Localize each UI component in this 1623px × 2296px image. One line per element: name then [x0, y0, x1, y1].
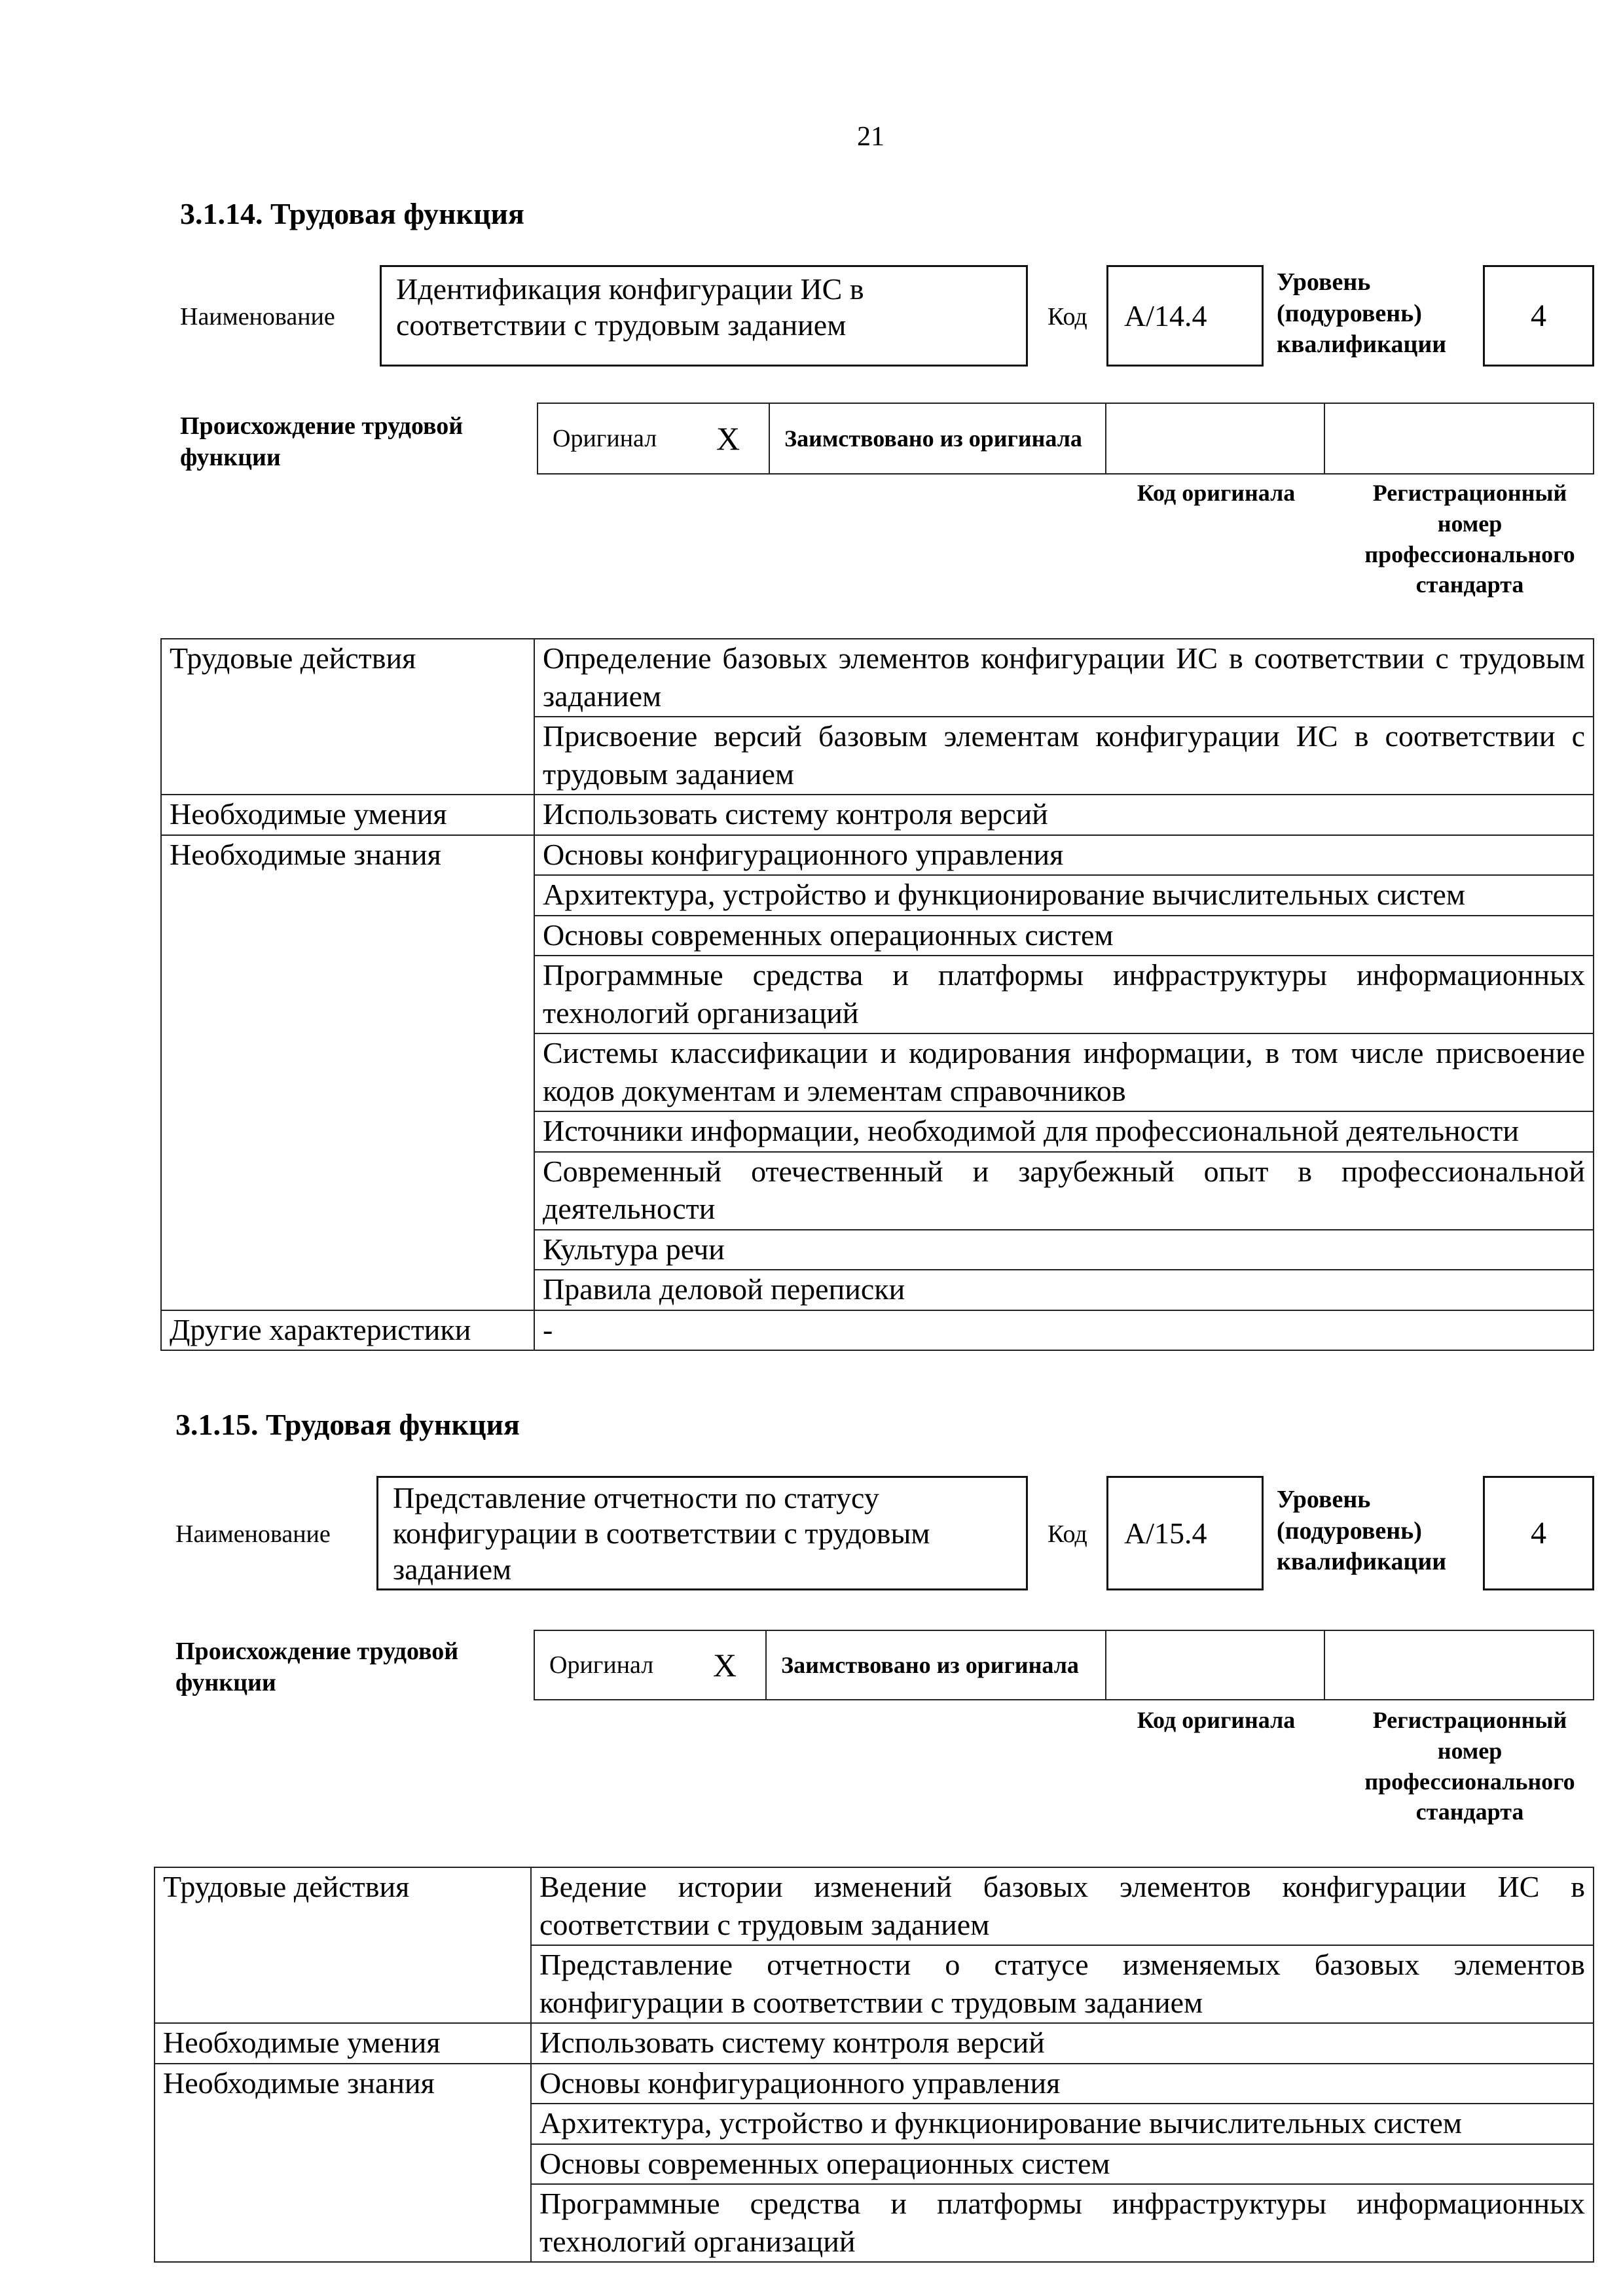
orig-code-cell — [1106, 1631, 1325, 1699]
knowledge-header: Необходимые знания — [161, 835, 534, 1310]
knowledge-item: Культура речи — [534, 1230, 1594, 1270]
knowledge-header: Необходимые знания — [155, 2064, 531, 2263]
labor-actions-header: Трудовые действия — [155, 1867, 531, 2023]
skills-header: Необходимые умения — [161, 795, 534, 835]
section-title-3-1-15: 3.1.15. Трудовая функция — [175, 1408, 520, 1441]
skills-header: Необходимые умения — [155, 2023, 531, 2064]
knowledge-item: Современный отечественный и зарубежный опыт в профессиональной деятельности — [534, 1152, 1594, 1230]
section-title-3-1-14: 3.1.14. Трудовая функция — [180, 197, 524, 230]
original-cell — [538, 404, 770, 473]
knowledge-item: Программные средства и платформы инфраструктуры информационных технологий организаций — [531, 2184, 1594, 2262]
knowledge-item: Правила деловой переписки — [534, 1270, 1594, 1310]
reg-number-caption: Регистрационный номер профессионального стандарта — [1364, 1707, 1575, 1825]
code-label: Код — [1048, 1520, 1087, 1548]
orig-code-caption: Код оригинала — [1137, 480, 1296, 506]
reg-number-cell — [1325, 1631, 1593, 1699]
labor-action-item: Ведение истории изменений базовых элементов конфигурации ИС в соответствии с трудовым заданием — [531, 1867, 1594, 1945]
knowledge-item: Архитектура, устройство и функционирование вычислительных систем — [534, 875, 1594, 916]
knowledge-item: Источники информации, необходимой для профессиональной деятельности — [534, 1111, 1594, 1152]
reg-number-caption: Регистрационный номер профессионального стандарта — [1364, 480, 1575, 598]
borrowed-cell: Заимствовано из оригинала — [767, 1631, 1106, 1699]
function-code-box: A/15.4 — [1106, 1476, 1264, 1590]
level-label: Уровень (подуровень) квалификации — [1277, 1486, 1447, 1575]
borrowed-cell: Заимствовано из оригинала — [770, 404, 1106, 473]
knowledge-item: Основы современных операционных систем — [534, 916, 1594, 956]
knowledge-item: Основы конфигурационного управления — [531, 2064, 1594, 2104]
other-characteristics-value: - — [534, 1310, 1594, 1351]
skill-item: Использовать систему контроля версий — [534, 795, 1594, 835]
labor-actions-header: Трудовые действия — [161, 639, 534, 795]
level-box: 4 — [1483, 265, 1594, 367]
level-box: 4 — [1483, 1476, 1594, 1590]
knowledge-item: Программные средства и платформы инфраструктуры информационных технологий организаций — [534, 956, 1594, 1033]
knowledge-item: Основы конфигурационного управления — [534, 835, 1594, 876]
knowledge-item: Основы современных операционных систем — [531, 2144, 1594, 2185]
original-x-mark: X — [716, 420, 740, 457]
original-x-mark: X — [713, 1647, 737, 1683]
name-label: Наименование — [180, 303, 335, 331]
labor-action-item: Определение базовых элементов конфигурации ИС в соответствии с трудовым заданием — [534, 639, 1594, 717]
origin-table — [534, 1630, 1594, 1700]
labor-action-item: Присвоение версий базовым элементам конфигурации ИС в соответствии с трудовым заданием — [534, 717, 1594, 795]
origin-label: Происхождение трудовой функции — [175, 1638, 459, 1696]
labor-action-item: Представление отчетности о статусе изменяемых базовых элементов конфигурации в соответствии с трудовым заданием — [531, 1945, 1594, 2023]
original-label: Оригинал — [553, 425, 657, 452]
skill-item: Использовать систему контроля версий — [531, 2023, 1594, 2064]
origin-table — [537, 403, 1594, 475]
knowledge-item: Архитектура, устройство и функционирование вычислительных систем — [531, 2104, 1594, 2144]
reg-number-cell — [1325, 404, 1593, 473]
code-label: Код — [1048, 303, 1087, 331]
function-details-table-15 — [154, 1867, 1594, 2263]
level-label: Уровень (подуровень) квалификации — [1277, 268, 1447, 358]
function-details-table-14 — [160, 638, 1594, 1351]
knowledge-item: Системы классификации и кодирования информации, в том числе присвоение кодов документам и элементам справочников — [534, 1033, 1594, 1111]
page-number: 21 — [857, 122, 884, 152]
function-name-box: Идентификация конфигурации ИС в соответствии с трудовым заданием — [380, 265, 1028, 367]
function-code-box: A/14.4 — [1106, 265, 1264, 367]
name-label: Наименование — [175, 1520, 331, 1548]
original-label: Оригинал — [549, 1651, 654, 1679]
origin-label: Происхождение трудовой функции — [180, 412, 464, 471]
orig-code-caption: Код оригинала — [1137, 1707, 1296, 1733]
orig-code-cell — [1106, 404, 1325, 473]
original-cell — [535, 1631, 767, 1699]
other-characteristics-header: Другие характеристики — [161, 1310, 534, 1351]
function-name-box: Представление отчетности по статусу конфигурации в соответствии с трудовым заданием — [376, 1476, 1028, 1590]
